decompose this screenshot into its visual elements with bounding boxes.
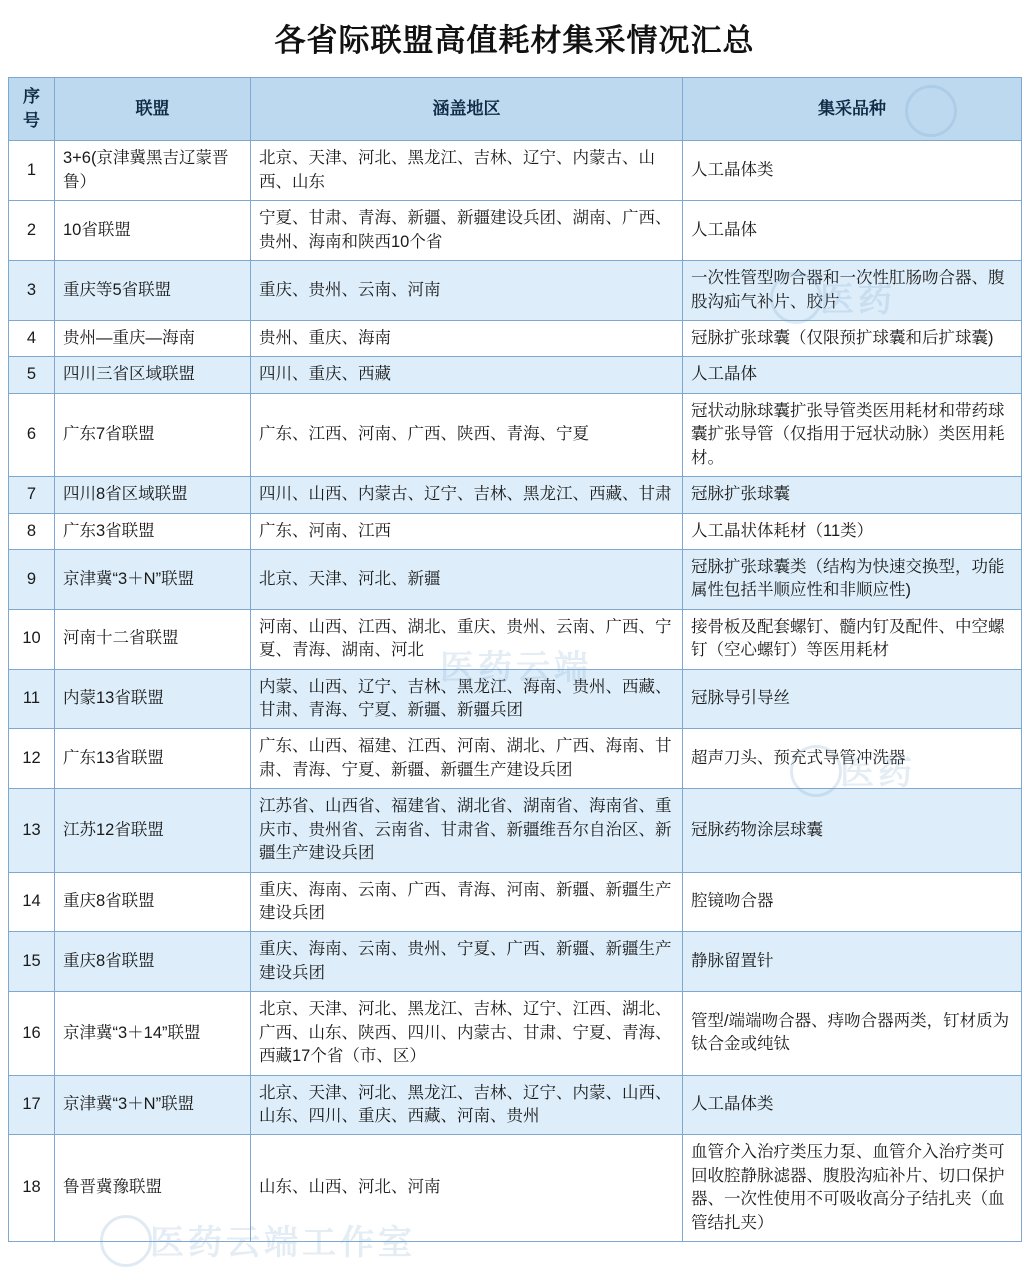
cell-index: 8 [9,513,55,549]
cell-alliance: 重庆等5省联盟 [55,261,251,321]
cell-index: 7 [9,477,55,513]
cell-alliance: 京津冀“3＋14”联盟 [55,992,251,1075]
cell-alliance: 江苏12省联盟 [55,789,251,872]
cell-alliance: 鲁晋冀豫联盟 [55,1135,251,1242]
cell-index: 13 [9,789,55,872]
cell-index: 16 [9,992,55,1075]
cell-index: 12 [9,729,55,789]
cell-region: 北京、天津、河北、黑龙江、吉林、辽宁、内蒙、山西、山东、四川、重庆、西藏、河南、贵州 [251,1075,683,1135]
cell-region: 河南、山西、江西、湖北、重庆、贵州、云南、广西、宁夏、青海、湖南、河北 [251,609,683,669]
table-header-row [9,78,1022,141]
cell-region: 重庆、海南、云南、贵州、宁夏、广西、新疆、新疆生产建设兵团 [251,932,683,992]
cell-index: 11 [9,669,55,729]
cell-index: 6 [9,393,55,476]
cell-type: 冠脉扩张球囊 [683,477,1022,513]
cell-region: 内蒙、山西、辽宁、吉林、黑龙江、海南、贵州、西藏、甘肃、青海、宁夏、新疆、新疆兵团 [251,669,683,729]
cell-alliance: 广东7省联盟 [55,393,251,476]
table-row [9,992,1022,1075]
cell-type: 人工晶体 [683,357,1022,393]
cell-index: 5 [9,357,55,393]
cell-type: 超声刀头、预充式导管冲洗器 [683,729,1022,789]
cell-region: 贵州、重庆、海南 [251,320,683,356]
cell-index: 3 [9,261,55,321]
cell-alliance: 河南十二省联盟 [55,609,251,669]
cell-index: 17 [9,1075,55,1135]
cell-region: 山东、山西、河北、河南 [251,1135,683,1242]
cell-type: 腔镜吻合器 [683,872,1022,932]
cell-index: 18 [9,1135,55,1242]
cell-type: 人工晶体类 [683,141,1022,201]
cell-type: 一次性管型吻合器和一次性肛肠吻合器、腹股沟疝气补片、胶片 [683,261,1022,321]
cell-alliance: 10省联盟 [55,201,251,261]
cell-region: 广东、河南、江西 [251,513,683,549]
table-row [9,932,1022,992]
table-row [9,320,1022,356]
cell-index: 10 [9,609,55,669]
cell-index: 9 [9,549,55,609]
cell-region: 广东、江西、河南、广西、陕西、青海、宁夏 [251,393,683,476]
watermark-text: 医药 [840,754,916,792]
cell-alliance: 重庆8省联盟 [55,872,251,932]
table-row [9,872,1022,932]
table-row [9,201,1022,261]
cell-type: 血管介入治疗类压力泵、血管介入治疗类可回收腔静脉滤器、腹股沟疝补片、切口保护器、一次性使用不可吸收高分子结扎夹（血管结扎夹） [683,1135,1022,1242]
table-row [9,1135,1022,1242]
cell-type: 冠脉扩张球囊（仅限预扩球囊和后扩球囊) [683,320,1022,356]
cell-type: 冠脉导引导丝 [683,669,1022,729]
cell-alliance: 京津冀“3＋N”联盟 [55,1075,251,1135]
cell-type: 冠脉扩张球囊类（结构为快速交换型，功能属性包括半顺应性和非顺应性) [683,549,1022,609]
cell-region: 北京、天津、河北、新疆 [251,549,683,609]
table-row [9,477,1022,513]
cell-index: 4 [9,320,55,356]
cell-type: 冠状动脉球囊扩张导管类医用耗材和带药球囊扩张导管（仅指用于冠状动脉）类医用耗材。 [683,393,1022,476]
column-header-index: 序号 [9,78,55,141]
table-row [9,1075,1022,1135]
cell-region: 广东、山西、福建、江西、河南、湖北、广西、海南、甘肃、青海、宁夏、新疆、新疆生产建设兵团 [251,729,683,789]
column-header-alliance: 联盟 [55,78,251,141]
column-header-type: 集采品种 [683,78,1022,141]
column-header-region: 涵盖地区 [251,78,683,141]
table-row [9,357,1022,393]
cell-region: 北京、天津、河北、黑龙江、吉林、辽宁、江西、湖北、广西、山东、陕西、四川、内蒙古、甘肃、宁夏、青海、西藏17个省（市、区） [251,992,683,1075]
table-row [9,393,1022,476]
cell-alliance: 四川三省区域联盟 [55,357,251,393]
table-row [9,549,1022,609]
cell-index: 2 [9,201,55,261]
cell-type: 静脉留置针 [683,932,1022,992]
table-body [9,141,1022,1242]
watermark-text: 医药 [820,281,896,319]
table-row [9,261,1022,321]
table-row [9,789,1022,872]
cell-alliance: 广东13省联盟 [55,729,251,789]
watermark-text: 医药云端工作室 [150,1224,416,1262]
cell-alliance: 内蒙13省联盟 [55,669,251,729]
cell-alliance: 四川8省区域联盟 [55,477,251,513]
cell-region: 宁夏、甘肃、青海、新疆、新疆建设兵团、湖南、广西、贵州、海南和陕西10个省 [251,201,683,261]
cell-type: 人工晶状体耗材（11类） [683,513,1022,549]
table-row [9,141,1022,201]
cell-type: 冠脉药物涂层球囊 [683,789,1022,872]
table-row [9,513,1022,549]
table-row [9,669,1022,729]
cell-alliance: 重庆8省联盟 [55,932,251,992]
cell-type: 接骨板及配套螺钉、髓内钉及配件、中空螺钉（空心螺钉）等医用耗材 [683,609,1022,669]
cell-region: 四川、重庆、西藏 [251,357,683,393]
cell-alliance: 广东3省联盟 [55,513,251,549]
page-title: 各省际联盟高值耗材集采情况汇总 [274,23,755,58]
cell-type: 人工晶体类 [683,1075,1022,1135]
cell-alliance: 京津冀“3＋N”联盟 [55,549,251,609]
cell-region: 重庆、海南、云南、广西、青海、河南、新疆、新疆生产建设兵团 [251,872,683,932]
cell-index: 15 [9,932,55,992]
table-row [9,609,1022,669]
cell-region: 北京、天津、河北、黑龙江、吉林、辽宁、内蒙古、山西、山东 [251,141,683,201]
cell-alliance: 3+6(京津冀黑吉辽蒙晋鲁） [55,141,251,201]
cell-region: 四川、山西、内蒙古、辽宁、吉林、黑龙江、西藏、甘肃 [251,477,683,513]
watermark-text: 医药云端 [440,649,592,687]
cell-region: 江苏省、山西省、福建省、湖北省、湖南省、海南省、重庆市、贵州省、云南省、甘肃省、新疆维吾尔自治区、新疆生产建设兵团 [251,789,683,872]
cell-type: 人工晶体 [683,201,1022,261]
cell-index: 1 [9,141,55,201]
table-row [9,729,1022,789]
cell-type: 管型/端端吻合器、痔吻合器两类，钉材质为钛合金或纯钛 [683,992,1022,1075]
cell-alliance: 贵州—重庆—海南 [55,320,251,356]
procurement-summary-table [8,77,1022,1242]
cell-region: 重庆、贵州、云南、河南 [251,261,683,321]
cell-index: 14 [9,872,55,932]
